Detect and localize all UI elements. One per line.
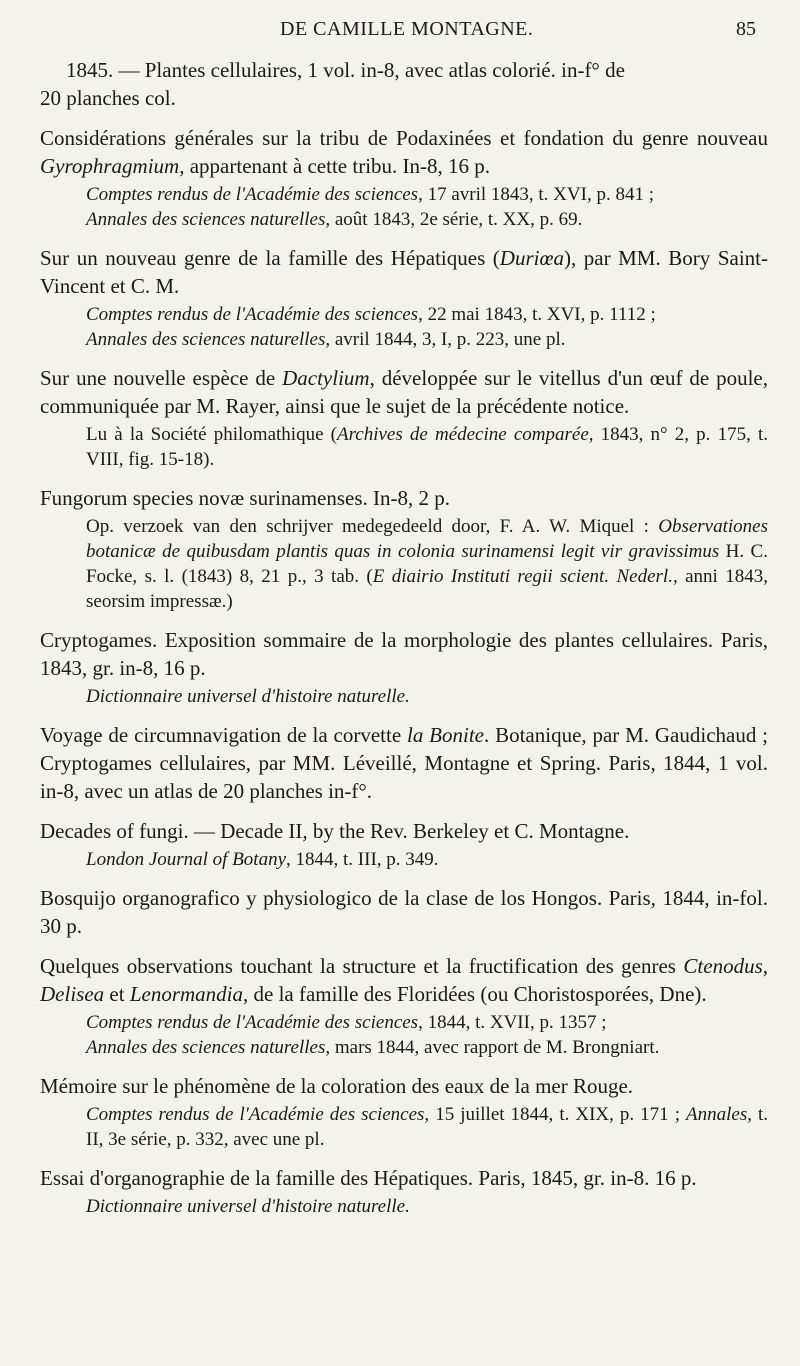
bibliography-entry bbox=[40, 626, 768, 709]
bibliography-entry bbox=[40, 124, 768, 232]
entry-reference: Comptes rendus de l'Académie des sciences, 1844, t. XVII, p. 1357 ; Annales des sciences naturelles, mars 1844, avec rapport de M. Brongniart. bbox=[86, 1012, 660, 1058]
entry-title: Sur une nouvelle espèce de Dactylium, développée sur le vitellus d'un œuf de poule, communiquée par M. Rayer, ainsi que le sujet de la précédente notice. bbox=[40, 366, 768, 418]
bibliography-entry bbox=[40, 484, 768, 614]
entry-reference: Op. verzoek van den schrijver medegedeeld door, F. A. W. Miquel : Observationes botanicæ de quibusdam plantis quas in colonia surinamensi legit vir gravissimus H. C. Focke, s. l. (1843) 8, 21 p., 3 tab. (E diairio Instituti regii scient. Nederl., anni 1843, seorsim impressæ.) bbox=[86, 516, 768, 612]
entry-title: Sur un nouveau genre de la famille des Hépatiques (Duriœa), par MM. Bory Saint-Vincent et C. M. bbox=[40, 246, 768, 298]
entry-reference: Lu à la Société philomathique (Archives de médecine comparée, 1843, n° 2, p. 175, t. VIII, fig. 15-18). bbox=[86, 424, 768, 470]
bibliography-list bbox=[40, 56, 768, 1231]
bibliography-entry bbox=[40, 1164, 768, 1219]
entry-title: 1845. — Plantes cellulaires, 1 vol. in-8, avec atlas colorié. in-f° de 20 planches col. bbox=[40, 58, 625, 110]
bibliography-entry bbox=[40, 721, 768, 805]
entry-title: Mémoire sur le phénomène de la coloration des eaux de la mer Rouge. bbox=[40, 1074, 634, 1098]
entry-reference: London Journal of Botany, 1844, t. III, p. 349. bbox=[86, 849, 439, 870]
entry-reference: Comptes rendus de l'Académie des sciences, 22 mai 1843, t. XVI, p. 1112 ; Annales des sciences naturelles, avril 1844, 3, I, p. 223, une pl. bbox=[86, 304, 656, 350]
entry-title: Fungorum species novæ surinamenses. In-8, 2 p. bbox=[40, 486, 451, 510]
bibliography-entry bbox=[40, 952, 768, 1060]
entry-reference: Dictionnaire universel d'histoire naturelle. bbox=[86, 1196, 410, 1217]
entry-reference: Dictionnaire universel d'histoire naturelle. bbox=[86, 686, 410, 707]
page-number: 85 bbox=[736, 18, 756, 40]
entry-title: Essai d'organographie de la famille des Hépatiques. Paris, 1845, gr. in-8. 16 p. bbox=[40, 1166, 697, 1190]
entry-title: Voyage de circumnavigation de la corvette la Bonite. Botanique, par M. Gaudichaud ; Cryptogames cellulaires, par MM. Léveillé, Montagne et Spring. Paris, 1844, 1 vol. in-8, avec un atlas de 20 planches in-f°. bbox=[40, 723, 769, 803]
entry-reference: Comptes rendus de l'Académie des sciences, 15 juillet 1844, t. XIX, p. 171 ; Annales, t. II, 3e série, p. 332, avec une pl. bbox=[86, 1104, 769, 1150]
entry-title: Quelques observations touchant la structure et la fructification des genres Ctenodus, Delisea et Lenormandia, de la famille des Floridées (ou Choristosporées, Dne). bbox=[40, 954, 768, 1006]
entry-title: Decades of fungi. — Decade II, by the Rev. Berkeley et C. Montagne. bbox=[40, 819, 630, 843]
running-title: DE CAMILLE MONTAGNE. bbox=[280, 18, 534, 40]
bibliography-entry bbox=[40, 884, 768, 940]
entry-title: Cryptogames. Exposition sommaire de la morphologie des plantes cellulaires. Paris, 1843, gr. in-8, 16 p. bbox=[40, 628, 768, 680]
bibliography-entry bbox=[40, 1072, 768, 1152]
entry-reference: Comptes rendus de l'Académie des sciences, 17 avril 1843, t. XVI, p. 841 ; Annales des sciences naturelles, août 1843, 2e série, t. XX, p. 69. bbox=[86, 184, 654, 230]
running-header bbox=[0, 14, 800, 50]
bibliography-entry bbox=[40, 244, 768, 352]
entry-title: Bosquijo organografico y physiologico de la clase de los Hongos. Paris, 1844, in-fol. 30 p. bbox=[40, 886, 768, 938]
bibliography-entry bbox=[40, 364, 768, 472]
bibliography-entry bbox=[40, 817, 768, 872]
bibliography-entry bbox=[40, 56, 768, 112]
entry-title: Considérations générales sur la tribu de Podaxinées et fondation du genre nouveau Gyrophragmium, appartenant à cette tribu. In-8, 16 p. bbox=[40, 126, 768, 178]
